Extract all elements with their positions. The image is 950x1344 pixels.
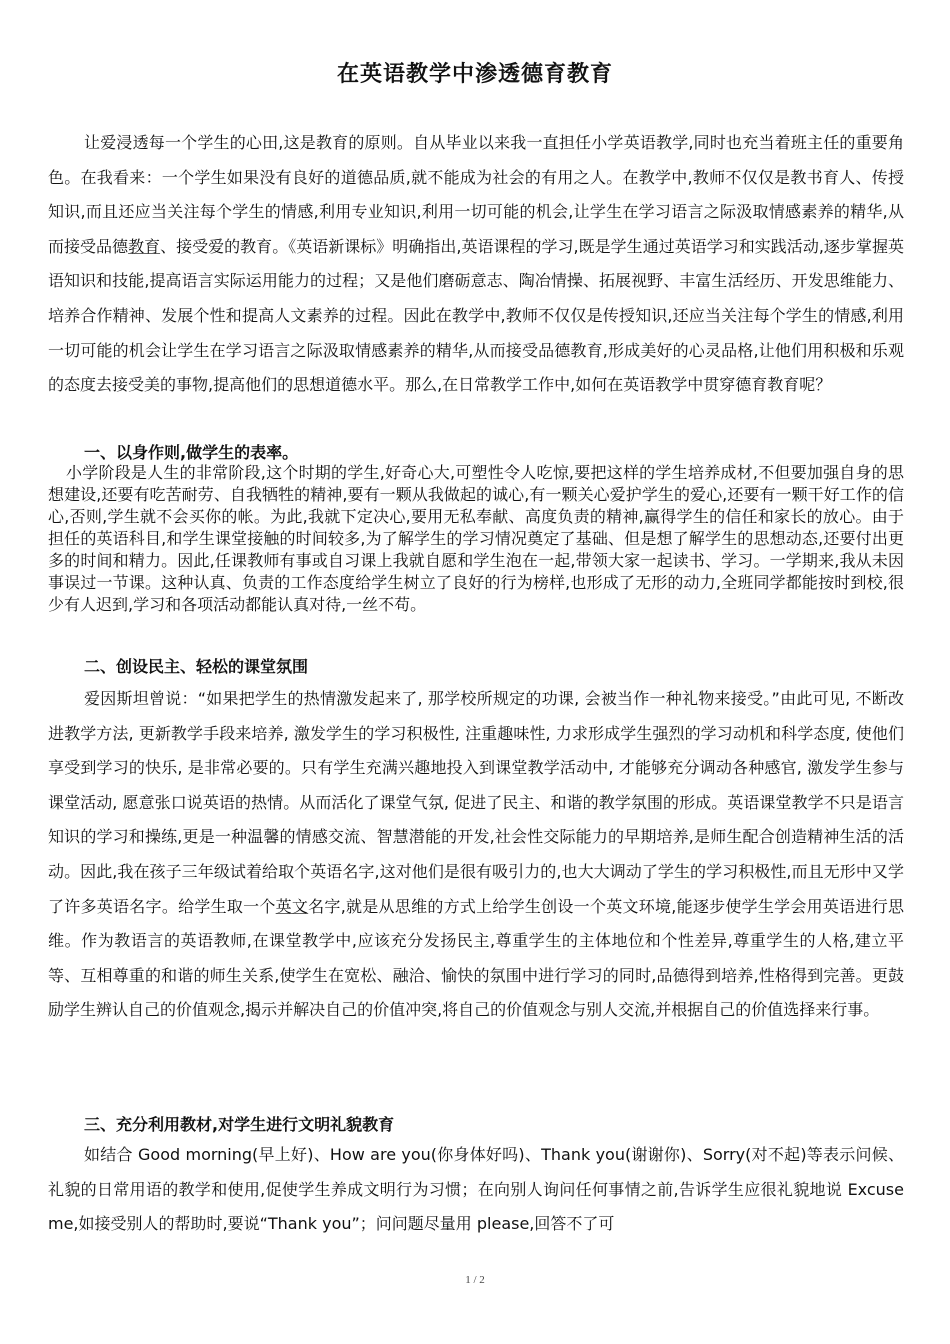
document-title: 在英语教学中渗透德育教育 [336, 62, 613, 87]
section1-paragraph: 小学阶段是人生的非常阶段,这个时期的学生,好奇心大,可塑性令人吃惊,要把这样的学生培养成材,不但要加强自身的思想建设,还要有吃苦耐劳、自我牺牲的精神,要有一颗从我做起的诚心,有一颗关心爱护学生的爱心,还要有一颗干好工作的信心,否则,学生就不会买你的帐。为此,我就下定决心,要用无私奉献、高度负责的精神,赢得学生的信任和家长的放心。由于担任的英语科目,和学生课堂接触的时间较多,为了解学生的学习情况奠定了基础、但是想了解学生的思想动态,还要付出更多的时间和精力。因此,任课教师有事或自习课上我就自愿和学生泡在一起,带领大家一起读书、学习。一学期来,我从未因事误过一节课。这种认真、负责的工作态度给学生树立了良好的行为榜样,也形成了无形的动力,全班同学都能按时到校,很少有人迟到,学习和各项活动都能认真对待,一丝不苟。 [48, 463, 904, 614]
section3-heading: 三、充分利用教材,对学生进行文明礼貌教育 [84, 1115, 395, 1134]
intro-text-after-link: 、接受爱的教育。《英语新课标》明确指出,英语课程的学习,既是学生通过英语学习和实践活动,逐步掌握英语知识和技能,提高语言实际运用能力的过程；又是他们磨砺意志、陶冶情操、拓展视野、丰富生活经历、开发思维能力、培养合作精神、发展个性和提高人文素养的过程。因此在教学中,教师不仅仅是传授知识,还应当关注每个学生的情感,利用一切可能的机会让学生在学习语言之际汲取情感素养的精华,从而接受品德教育,形成美好的心灵品格,让他们用积极和乐观的态度去接受美的事物,提高他们的思想道德水平。那么,在日常教学工作中,如何在英语教学中贯穿德育教育呢？ [48, 236, 904, 395]
intro-text-before-link: 让爱浸透每一个学生的心田,这是教育的原则。自从毕业以来我一直担任小学英语教学,同时也充当着班主任的重要角色。在我看来：一个学生如果没有良好的道德品质,就不能成为社会的有用之人。在教学中,教师不仅仅是教书育人、传授知识,而且还应当关注每个学生的情感,利用专业知识,利用一切可能的机会,让学生在学习语言之际汲取情感素养的精华,从而接受品德 [48, 133, 904, 256]
intro-paragraph [48, 126, 904, 403]
section2-text-before-link: 爱因斯坦曾说：“如果把学生的热情激发起来了, 那学校所规定的功课, 会被当作一种礼物来接受。”由此可见, 不断改进教学方法, 更新教学手段来培养, 激发学生的学习积极性, 注重趣味性, 力求形成学生强烈的学习动机和科学态度, 使他们享受到学习的快乐, 是非常必要的。只有学生充满兴趣地投入到课堂教学活动中, 才能够充分调动各种感官, 激发学生参与课堂活动, 愿意张口说英语的热情。从而活化了课堂气氛, 促进了民主、和谐的教学氛围的形成。英语课堂教学不只是语言知识的学习和操练,更是一种温馨的情感交流、智慧潜能的开发,社会性交际能力的早期培养,是师生配合创造精神生活的活动。因此,我在孩子三年级试着给取个英语名字,这对他们是很有吸引力的,也大大调动了学生的学习积极性,而且无形中又学了许多英语名字。给学生取一个 [48, 689, 904, 916]
page-number: 1 / 2 [465, 1274, 485, 1286]
section2-paragraph [48, 682, 904, 1028]
section3-paragraph: 如结合 Good morning(早上好)、How are you(你身体好吗)、Thank you(谢谢你)、Sorry(对不起)等表示问候、礼貌的日常用语的教学和使用,促使学生养成文明行为习惯；在向别人询问任何事情之前,告诉学生应很礼貌地说 Excuse me,如接受别人的帮助时,要说“Thank you”；问问题尽量用 please,回答不了可 [48, 1145, 904, 1234]
section2-heading: 二、创设民主、轻松的课堂氛围 [84, 657, 309, 676]
section1-heading: 一、以身作则,做学生的表率。 [84, 443, 299, 462]
section2-text-after-link: 名字,就是从思维的方式上给学生创设一个英文环境,能逐步使学生学会用英语进行思维。作为教语言的英语教师,在课堂教学中,应该充分发扬民主,尊重学生的主体地位和个性差异,尊重学生的人格,建立平等、互相尊重的和谐的师生关系,使学生在宽松、融洽、愉快的氛围中进行学习的同时,品德得到培养,性格得到完善。更鼓励学生辨认自己的价值观念,揭示并解决自己的价值冲突,将自己的价值观念与别人交流,并根据自己的价值选择来行事。 [48, 896, 904, 1020]
english-link[interactable]: 英文 [275, 896, 309, 916]
education-link[interactable]: 教育 [128, 236, 161, 256]
